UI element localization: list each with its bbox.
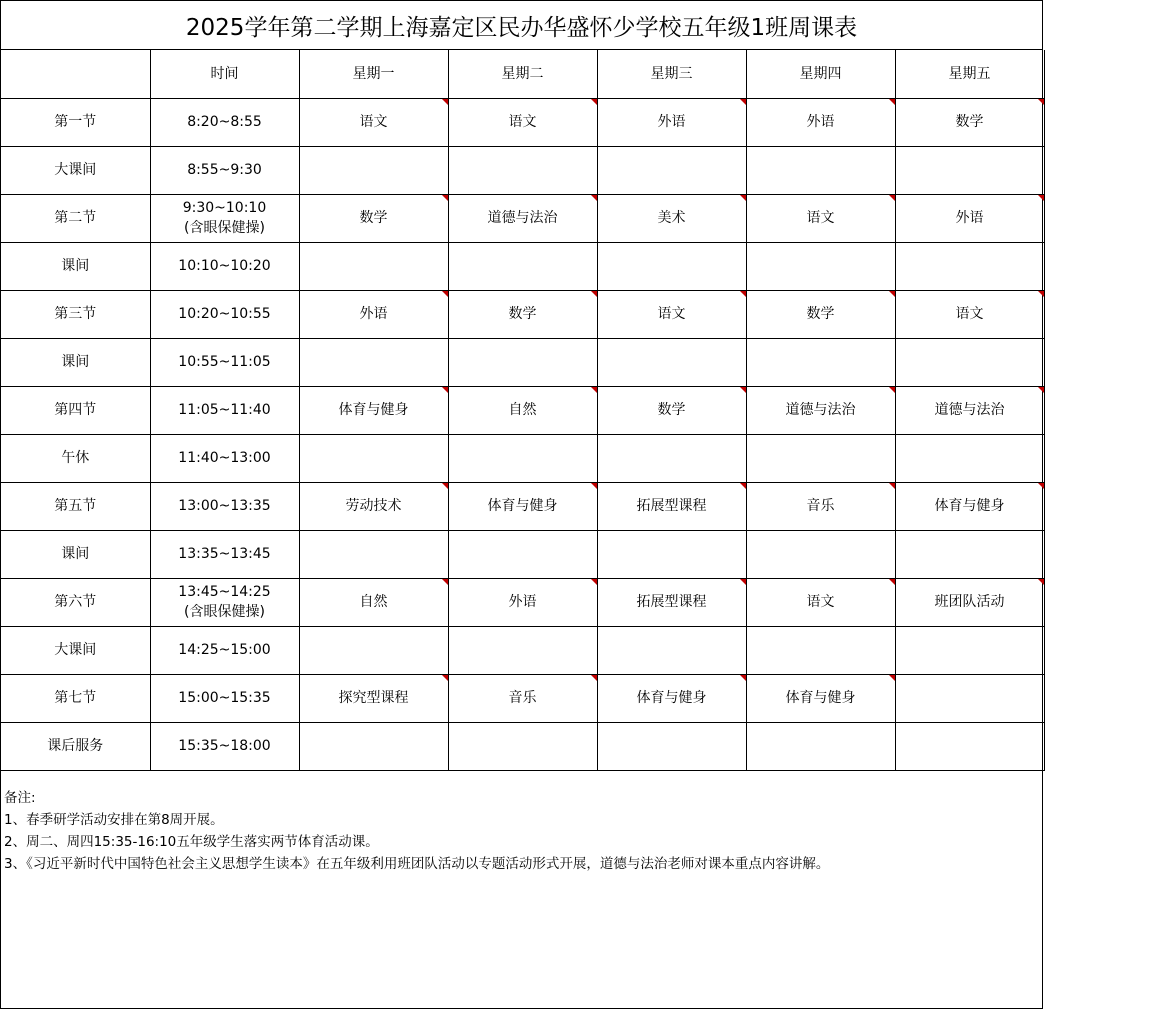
subject-cell[interactable] (746, 290, 895, 338)
subject-cell[interactable] (746, 434, 895, 482)
schedule-row (1, 338, 1044, 386)
time-range: 13:35~13:45 (178, 546, 271, 562)
comment-indicator-icon[interactable] (889, 579, 895, 585)
time-range: 15:35~18:00 (178, 738, 271, 754)
subject-cell[interactable] (299, 146, 448, 194)
comment-indicator-icon[interactable] (591, 291, 597, 297)
period-time-cell[interactable] (150, 338, 299, 386)
period-label-cell[interactable]: 课间 (1, 242, 150, 290)
comment-indicator-icon[interactable] (442, 483, 448, 489)
subject-cell[interactable] (299, 482, 448, 530)
comment-indicator-icon[interactable] (591, 579, 597, 585)
comment-indicator-icon[interactable] (1038, 99, 1044, 105)
subject-cell[interactable] (895, 626, 1044, 674)
subject-name: 外语 (359, 306, 388, 322)
subject-name: 体育与健身 (487, 498, 558, 514)
subject-cell[interactable] (895, 194, 1044, 242)
schedule-row (1, 482, 1044, 530)
subject-cell[interactable] (448, 146, 597, 194)
comment-indicator-icon[interactable] (442, 579, 448, 585)
period-label-cell[interactable]: 大课间 (1, 146, 150, 194)
subject-name: 语文 (508, 114, 537, 130)
subject-name: 数学 (955, 114, 984, 130)
period-label-cell[interactable]: 第六节 (1, 578, 150, 626)
subject-name: 拓展型课程 (636, 594, 707, 610)
schedule-title[interactable]: 2025学年第二学期上海嘉定区民办华盛怀少学校五年级1班周课表 (1, 1, 1042, 50)
period-label-cell[interactable]: 课后服务 (1, 722, 150, 770)
subject-name: 语文 (806, 594, 835, 610)
time-note: (含眼保健操) (184, 220, 265, 236)
comment-indicator-icon[interactable] (889, 195, 895, 201)
subject-cell[interactable] (895, 98, 1044, 146)
time-range: 14:25~15:00 (178, 642, 271, 658)
time-note: (含眼保健操) (184, 604, 265, 620)
subject-name: 外语 (806, 114, 835, 130)
period-time-cell[interactable] (150, 146, 299, 194)
subject-name: 班团队活动 (934, 594, 1005, 610)
subject-cell[interactable] (895, 242, 1044, 290)
time-range: 9:30~10:10 (182, 200, 267, 216)
subject-name: 自然 (359, 594, 388, 610)
period-time-cell[interactable] (150, 434, 299, 482)
subject-cell[interactable] (448, 626, 597, 674)
schedule-row (1, 146, 1044, 194)
comment-indicator-icon[interactable] (1038, 387, 1044, 393)
subject-name: 外语 (955, 210, 984, 226)
subject-cell[interactable] (299, 578, 448, 626)
timetable (1, 50, 1045, 771)
comment-indicator-icon[interactable] (889, 387, 895, 393)
notes-section[interactable] (1, 785, 1042, 877)
subject-cell[interactable] (746, 146, 895, 194)
subject-cell[interactable] (597, 674, 746, 722)
subject-cell[interactable] (299, 386, 448, 434)
comment-indicator-icon[interactable] (889, 99, 895, 105)
subject-cell[interactable] (746, 194, 895, 242)
comment-indicator-icon[interactable] (889, 483, 895, 489)
subject-cell[interactable] (448, 578, 597, 626)
subject-cell[interactable] (895, 146, 1044, 194)
subject-cell[interactable] (746, 578, 895, 626)
header-blank-cell[interactable] (1, 50, 150, 98)
period-time-cell[interactable] (150, 194, 299, 242)
time-range: 8:20~8:55 (187, 114, 262, 130)
period-time-cell[interactable] (150, 242, 299, 290)
subject-cell[interactable] (448, 290, 597, 338)
subject-cell[interactable] (746, 242, 895, 290)
subject-name: 语文 (657, 306, 686, 322)
period-label-cell[interactable]: 午休 (1, 434, 150, 482)
subject-name: 道德与法治 (487, 210, 558, 226)
schedule-row (1, 290, 1044, 338)
period-label-cell[interactable]: 第二节 (1, 194, 150, 242)
subject-cell[interactable] (448, 242, 597, 290)
subject-cell[interactable] (299, 722, 448, 770)
period-label-cell[interactable]: 第一节 (1, 98, 150, 146)
subject-name: 体育与健身 (785, 690, 856, 706)
header-row (1, 50, 1044, 98)
period-time-cell[interactable] (150, 578, 299, 626)
subject-name: 外语 (657, 114, 686, 130)
header-day-cell[interactable]: 星期四 (746, 50, 895, 98)
subject-name: 外语 (508, 594, 537, 610)
subject-name: 道德与法治 (785, 402, 856, 418)
period-label-cell[interactable]: 课间 (1, 530, 150, 578)
subject-name: 数学 (657, 402, 686, 418)
header-time-cell[interactable]: 时间 (150, 50, 299, 98)
comment-indicator-icon[interactable] (591, 675, 597, 681)
time-range: 10:55~11:05 (178, 354, 271, 370)
subject-cell[interactable] (448, 722, 597, 770)
comment-indicator-icon[interactable] (591, 483, 597, 489)
subject-cell[interactable] (597, 434, 746, 482)
schedule-row (1, 98, 1044, 146)
time-range: 15:00~15:35 (178, 690, 271, 706)
subject-cell[interactable] (895, 530, 1044, 578)
subject-cell[interactable] (597, 578, 746, 626)
subject-cell[interactable] (299, 674, 448, 722)
subject-cell[interactable] (448, 386, 597, 434)
subject-name: 体育与健身 (934, 498, 1005, 514)
subject-name: 体育与健身 (338, 402, 409, 418)
subject-cell[interactable] (448, 482, 597, 530)
schedule-row (1, 530, 1044, 578)
notes-heading: 备注: (4, 790, 36, 806)
subject-cell[interactable] (895, 338, 1044, 386)
subject-cell[interactable] (597, 194, 746, 242)
period-time-cell[interactable] (150, 674, 299, 722)
schedule-row (1, 722, 1044, 770)
subject-name: 美术 (657, 210, 686, 226)
subject-cell[interactable] (597, 98, 746, 146)
time-range: 10:10~10:20 (178, 258, 271, 274)
period-label-cell[interactable]: 第五节 (1, 482, 150, 530)
comment-indicator-icon[interactable] (1038, 579, 1044, 585)
schedule-row (1, 626, 1044, 674)
subject-cell[interactable] (448, 98, 597, 146)
subject-name: 数学 (508, 306, 537, 322)
subject-cell[interactable] (448, 530, 597, 578)
period-time-cell[interactable] (150, 386, 299, 434)
subject-cell[interactable] (597, 482, 746, 530)
subject-name: 语文 (955, 306, 984, 322)
period-time-cell[interactable] (150, 98, 299, 146)
schedule-row (1, 674, 1044, 722)
subject-cell[interactable] (895, 290, 1044, 338)
note-item: 3、《习近平新时代中国特色社会主义思想学生读本》在五年级利用班团队活动以专题活动形式开展，道德与法治老师对课本重点内容讲解。 (4, 856, 830, 872)
subject-name: 拓展型课程 (636, 498, 707, 514)
time-range: 8:55~9:30 (187, 162, 262, 178)
schedule-row (1, 434, 1044, 482)
subject-cell[interactable] (895, 434, 1044, 482)
header-day-cell[interactable]: 星期五 (895, 50, 1044, 98)
subject-cell[interactable] (597, 146, 746, 194)
subject-name: 探究型课程 (338, 690, 409, 706)
comment-indicator-icon[interactable] (591, 387, 597, 393)
comment-indicator-icon[interactable] (740, 99, 746, 105)
subject-cell[interactable] (597, 626, 746, 674)
comment-indicator-icon[interactable] (442, 99, 448, 105)
subject-cell[interactable] (746, 530, 895, 578)
schedule-row (1, 578, 1044, 626)
schedule-row (1, 242, 1044, 290)
subject-cell[interactable] (299, 242, 448, 290)
period-label-cell[interactable]: 第四节 (1, 386, 150, 434)
subject-cell[interactable] (448, 434, 597, 482)
time-range: 11:05~11:40 (178, 402, 271, 418)
subject-name: 数学 (806, 306, 835, 322)
comment-indicator-icon[interactable] (1038, 483, 1044, 489)
period-time-cell[interactable] (150, 530, 299, 578)
subject-cell[interactable] (299, 530, 448, 578)
subject-name: 语文 (359, 114, 388, 130)
comment-indicator-icon[interactable] (442, 291, 448, 297)
period-time-cell[interactable] (150, 626, 299, 674)
subject-cell[interactable] (746, 482, 895, 530)
subject-cell[interactable] (746, 338, 895, 386)
time-range: 13:00~13:35 (178, 498, 271, 514)
comment-indicator-icon[interactable] (740, 579, 746, 585)
subject-cell[interactable] (895, 722, 1044, 770)
time-range: 10:20~10:55 (178, 306, 271, 322)
header-day-cell[interactable]: 星期三 (597, 50, 746, 98)
period-time-cell[interactable] (150, 722, 299, 770)
note-item: 2、周二、周四15:35-16:10五年级学生落实两节体育活动课。 (4, 834, 379, 850)
subject-cell[interactable] (597, 338, 746, 386)
subject-name: 语文 (806, 210, 835, 226)
subject-cell[interactable] (746, 674, 895, 722)
note-item: 1、春季研学活动安排在第8周开展。 (4, 812, 224, 828)
comment-indicator-icon[interactable] (1038, 291, 1044, 297)
subject-cell[interactable] (299, 338, 448, 386)
schedule-row (1, 194, 1044, 242)
subject-cell[interactable] (597, 242, 746, 290)
period-time-cell[interactable] (150, 482, 299, 530)
subject-cell[interactable] (895, 482, 1044, 530)
comment-indicator-icon[interactable] (591, 195, 597, 201)
comment-indicator-icon[interactable] (889, 291, 895, 297)
period-label-cell[interactable]: 第七节 (1, 674, 150, 722)
subject-cell[interactable] (597, 386, 746, 434)
subject-cell[interactable] (597, 530, 746, 578)
subject-cell[interactable] (895, 386, 1044, 434)
comment-indicator-icon[interactable] (442, 675, 448, 681)
header-day-cell[interactable]: 星期二 (448, 50, 597, 98)
period-time-cell[interactable] (150, 290, 299, 338)
subject-cell[interactable] (746, 626, 895, 674)
comment-indicator-icon[interactable] (889, 675, 895, 681)
subject-cell[interactable] (895, 674, 1044, 722)
subject-name: 音乐 (508, 690, 537, 706)
subject-cell[interactable] (448, 338, 597, 386)
comment-indicator-icon[interactable] (740, 675, 746, 681)
subject-cell[interactable] (746, 98, 895, 146)
time-range: 13:45~14:25 (178, 584, 271, 600)
subject-name: 劳动技术 (345, 498, 402, 514)
header-day-cell[interactable]: 星期一 (299, 50, 448, 98)
subject-cell[interactable] (597, 722, 746, 770)
subject-name: 音乐 (806, 498, 835, 514)
comment-indicator-icon[interactable] (1038, 195, 1044, 201)
subject-name: 自然 (508, 402, 537, 418)
comment-indicator-icon[interactable] (740, 291, 746, 297)
subject-cell[interactable] (746, 722, 895, 770)
subject-cell[interactable] (299, 290, 448, 338)
subject-cell[interactable] (299, 626, 448, 674)
subject-cell[interactable] (448, 194, 597, 242)
subject-name: 数学 (359, 210, 388, 226)
comment-indicator-icon[interactable] (740, 387, 746, 393)
comment-indicator-icon[interactable] (591, 99, 597, 105)
period-label-cell[interactable]: 大课间 (1, 626, 150, 674)
schedule-row (1, 386, 1044, 434)
comment-indicator-icon[interactable] (442, 195, 448, 201)
subject-cell[interactable] (746, 386, 895, 434)
comment-indicator-icon[interactable] (442, 387, 448, 393)
time-range: 11:40~13:00 (178, 450, 271, 466)
subject-cell[interactable] (299, 98, 448, 146)
comment-indicator-icon[interactable] (740, 483, 746, 489)
subject-cell[interactable] (299, 434, 448, 482)
comment-indicator-icon[interactable] (740, 195, 746, 201)
subject-cell[interactable] (597, 290, 746, 338)
subject-name: 道德与法治 (934, 402, 1005, 418)
period-label-cell[interactable]: 第三节 (1, 290, 150, 338)
period-label-cell[interactable]: 课间 (1, 338, 150, 386)
subject-cell[interactable] (299, 194, 448, 242)
subject-cell[interactable] (895, 578, 1044, 626)
subject-name: 体育与健身 (636, 690, 707, 706)
subject-cell[interactable] (448, 674, 597, 722)
